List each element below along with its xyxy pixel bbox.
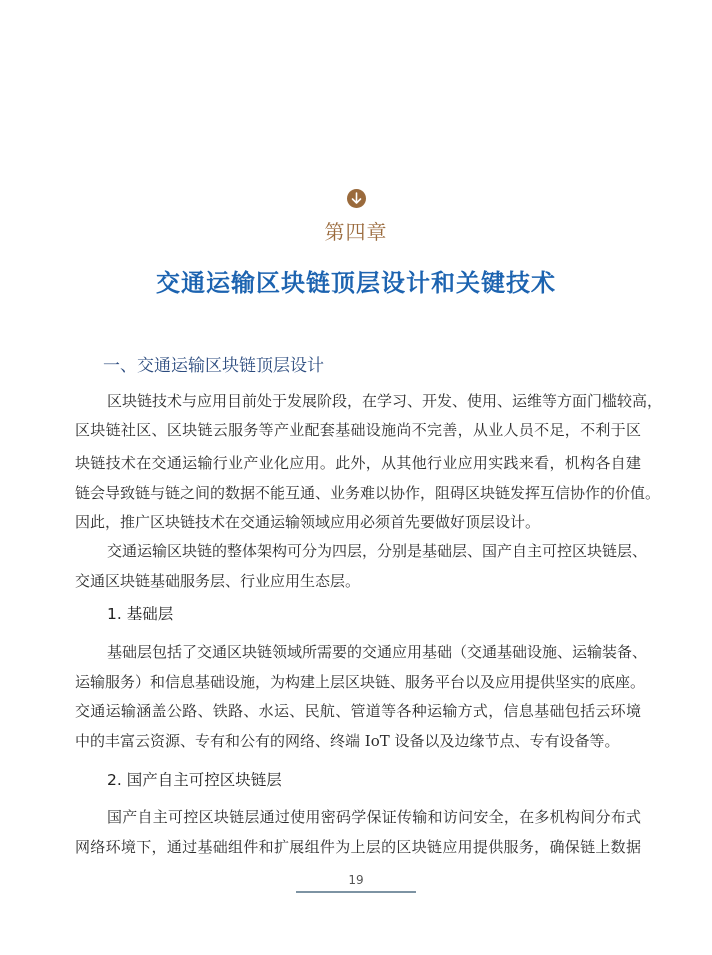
chapter-label: 第四章 [324,220,388,244]
paragraph-line: 区块链社区、区块链云服务等产业配套基础设施尚不完善，从业人员不足，不利于区 [75,421,641,439]
paragraph-line: 交通运输涵盖公路、铁路、水运、民航、管道等各种运输方式，信息基础包括云环境 [75,702,641,720]
footer-rule [296,891,416,893]
paragraph-line: 块链技术在交通运输行业产业化应用。此外，从其他行业应用实践来看，机构各自建 [75,454,641,472]
paragraph-line: 链会导致链与链之间的数据不能互通、业务难以协作，阻碍区块链发挥互信协作的价值。 [75,484,661,502]
subsection-heading: 2. 国产自主可控区块链层 [107,771,282,789]
paragraph-line: 基础层包括了交通区块链领域所需要的交通应用基础（交通基础设施、运输装备、 [107,643,648,661]
paragraph-line: 交通区块链基础服务层、行业应用生态层。 [75,572,361,590]
paragraph-line: 运输服务）和信息基础设施，为构建上层区块链、服务平台以及应用提供坚实的底座。 [75,673,646,691]
paragraph-line: 国产自主可控区块链层通过使用密码学保证传输和访问安全，在多机构间分布式 [107,808,641,826]
section-heading: 一、交通运输区块链顶层设计 [103,356,324,376]
subsection-heading: 1. 基础层 [107,605,174,623]
arrow-down-circle-icon [347,189,366,208]
paragraph-line: 交通运输区块链的整体架构可分为四层，分别是基础层、国产自主可控区块链层、 [107,542,648,560]
chapter-title: 交通运输区块链顶层设计和关键技术 [156,269,556,297]
paragraph-line: 区块链技术与应用目前处于发展阶段，在学习、开发、使用、运维等方面门槛较高， [107,392,663,410]
paragraph-line: 中的丰富云资源、专有和公有的网络、终端 IoT 设备以及边缘节点、专有设备等。 [75,732,620,750]
paragraph-line: 网络环境下，通过基础组件和扩展组件为上层的区块链应用提供服务，确保链上数据 [75,838,641,856]
paragraph-line: 因此，推广区块链技术在交通运输领域应用必须首先要做好顶层设计。 [75,513,541,531]
page-number: 19 [348,873,364,887]
